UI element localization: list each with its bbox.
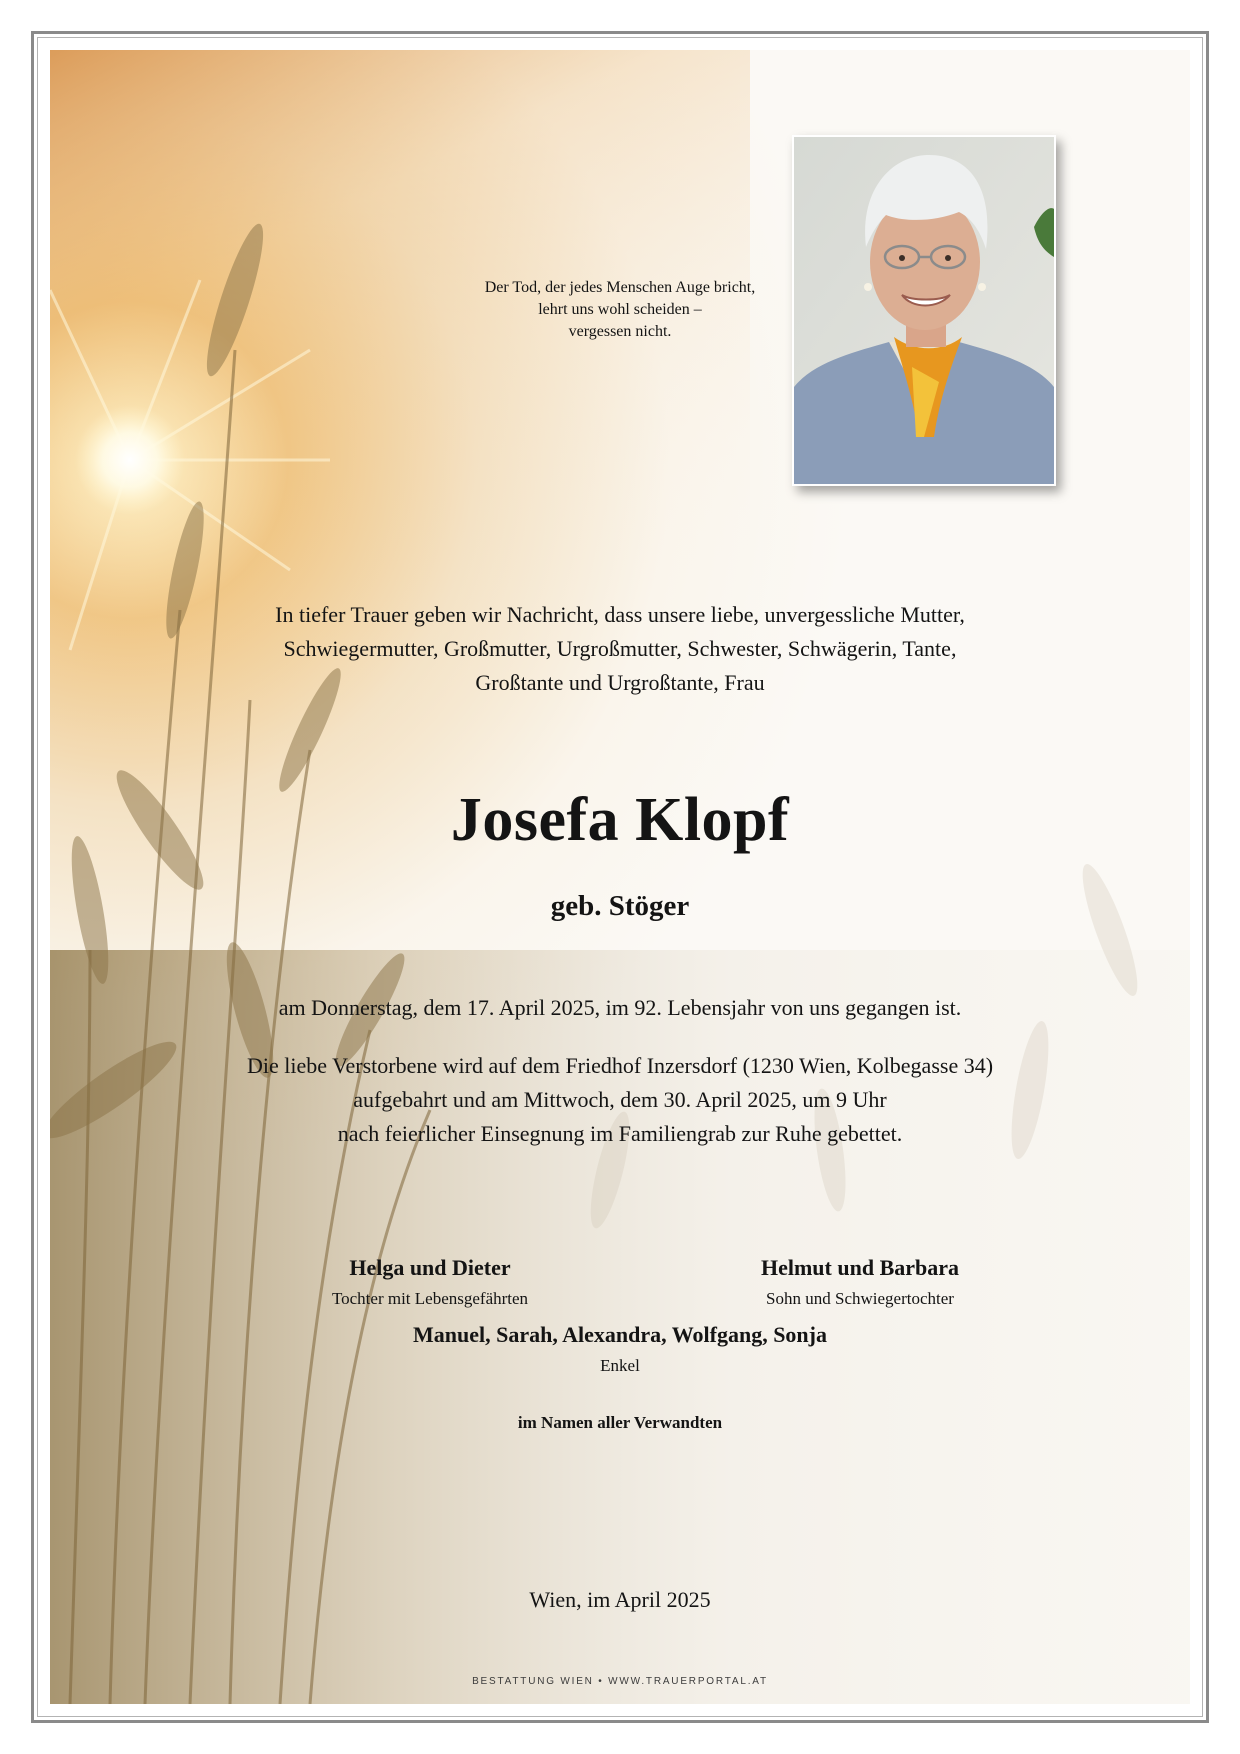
mourner-name: Manuel, Sarah, Alexandra, Wolfgang, Sonja [413, 1322, 827, 1347]
announcement-intro [170, 598, 1070, 700]
mourner-role: Enkel [600, 1356, 640, 1375]
mourner-daughter [220, 1255, 640, 1309]
quote-line: Der Tod, der jedes Menschen Auge bricht, [484, 279, 756, 296]
obituary-card [50, 50, 1190, 1704]
mourner-role: Tochter mit Lebensgefährten [331, 1289, 529, 1308]
intro-line: Großtante und Urgroßtante, Frau [475, 670, 765, 695]
memorial-quote [50, 277, 1190, 343]
mourner-name: Helga und Dieter [349, 1255, 511, 1280]
relatives-note: im Namen aller Verwandten [517, 1413, 723, 1432]
mourner-son [650, 1255, 1070, 1309]
quote-line: vergessen nicht. [568, 323, 672, 340]
mourner-name: Helmut und Barbara [760, 1255, 960, 1280]
intro-line: In tiefer Trauer geben wir Nachricht, dass unsere liebe, unvergessliche Mutter, [275, 602, 965, 627]
birth-name: geb. Stöger [550, 890, 690, 922]
burial-line: aufgebahrt und am Mittwoch, dem 30. April 2025, um 9 Uhr [353, 1087, 887, 1112]
intro-line: Schwiegermutter, Großmutter, Urgroßmutter, Schwester, Schwägerin, Tante, [283, 636, 957, 661]
death-notice: am Donnerstag, dem 17. April 2025, im 92. Lebensjahr von uns gegangen ist. [278, 995, 962, 1020]
burial-line: nach feierlicher Einsegnung im Familiengrab zur Ruhe gebettet. [337, 1121, 903, 1146]
burial-details [170, 1049, 1070, 1151]
quote-line: lehrt uns wohl scheiden – [538, 301, 702, 318]
burial-line: Die liebe Verstorbene wird auf dem Friedhof Inzersdorf (1230 Wien, Kolbegasse 34) [246, 1053, 994, 1078]
place-and-date: Wien, im April 2025 [529, 1587, 711, 1612]
mourner-grandchildren [50, 1322, 1190, 1376]
footer-credit: BESTATTUNG WIEN • WWW.TRAUERPORTAL.AT [472, 1676, 768, 1687]
deceased-name: Josefa Klopf [450, 786, 790, 854]
mourner-role: Sohn und Schwiegertochter [766, 1289, 954, 1308]
